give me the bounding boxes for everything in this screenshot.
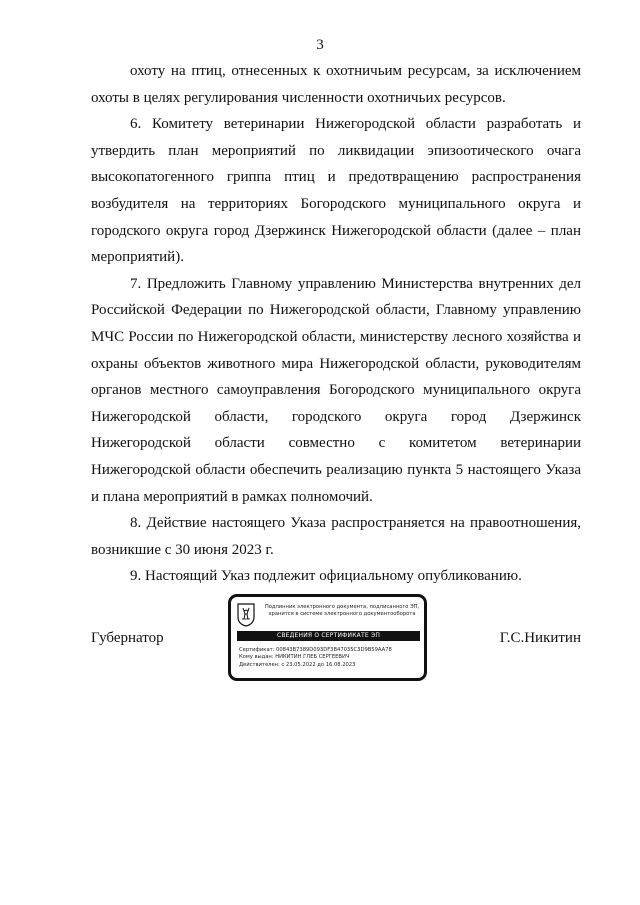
paragraph-8: 8. Действие настоящего Указа распространяется на правоотношения, возникшие с 30 июня 2023 г. xyxy=(91,515,581,558)
signatory-name: Г.С.Никитин xyxy=(499,630,581,646)
paragraph-9: 9. Настоящий Указ подлежит официальному опубликованию. xyxy=(130,568,522,585)
nizhny-novgorod-deer-emblem-icon xyxy=(237,603,255,627)
stamp-certificate-info xyxy=(239,647,392,669)
certificate-owner: Кому выдан: НИКИТИН ГЛЕБ СЕРГЕЕВИЧ xyxy=(239,654,350,661)
certificate-number: Сертификат: 00843B7389D093DF3B47035C3D9B59AA78 xyxy=(239,647,392,653)
electronic-signature-stamp xyxy=(228,594,427,681)
paragraph-7: 7. Предложить Главному управлению Министерства внутренних дел Российской Федерации по Нижегородской области, Главному управлению МЧС России по Нижегородской области, министерству лесного хозяйства и охраны объектов животного мира Нижегородской области, руководителям органов местного самоуправления Богородского муниципального округа Нижегородской области, городского округа город Дзержинск Нижегородской области совместно с комитетом ветеринарии Нижегородской области обеспечить реализацию пункта 5 настоящего Указа и плана мероприятий в рамках полномочий. xyxy=(91,275,581,505)
certificate-validity: Действителен: с 23.05.2022 до 16.08.2023 xyxy=(239,661,356,668)
page-number: 3 xyxy=(316,37,324,53)
signatory-position: Губернатор xyxy=(91,630,164,646)
document-body xyxy=(91,58,581,590)
paragraph-continuation: охоту на птиц, отнесенных к охотничьим ресурсам, за исключением охоты в целях регулирования численности охотничьих ресурсов. xyxy=(91,63,581,106)
stamp-header-line: хранится в системе электронного документооборота xyxy=(268,611,416,617)
stamp-header-line: Подлинник электронного документа, подписанного ЭП, xyxy=(264,604,420,610)
paragraph-6: 6. Комитету ветеринарии Нижегородской области разработать и утвердить план мероприятий по ликвидации эпизоотического очага высокопатогенного гриппа птиц и предотвращению распространения возбудителя на территориях Богородского муниципального округа и городского округа город Дзержинск Нижегородской области (далее – план мероприятий). xyxy=(91,116,581,266)
stamp-header xyxy=(259,604,425,618)
stamp-title-bar: СВЕДЕНИЯ О СЕРТИФИКАТЕ ЭП xyxy=(237,631,420,641)
